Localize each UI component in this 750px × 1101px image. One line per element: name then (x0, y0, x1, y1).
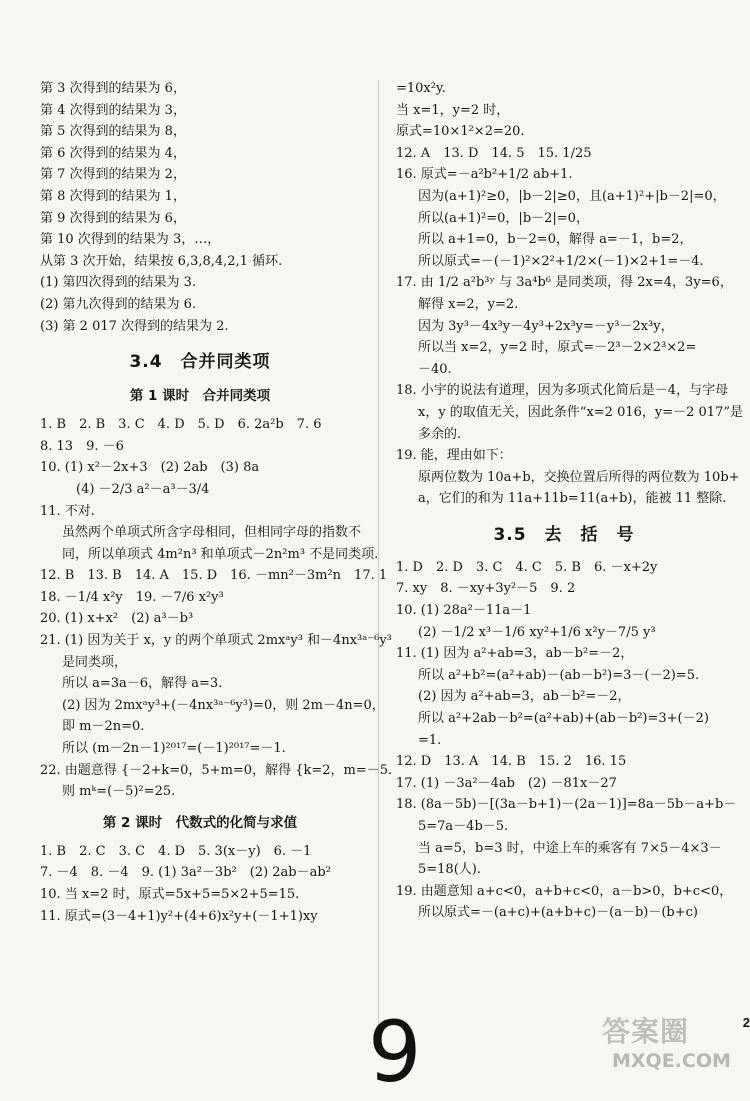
answer-line: 17. (1) －3a²－4ab (2) －81x－27 (396, 775, 617, 791)
answer-line: 所以原式=－(－1)²×2²+1/2×(－1)×2+1=－4. (418, 253, 704, 269)
answer-line: 所以 a²+b²=(a²+ab)－(ab－b²)=3－(－2)=5. (418, 667, 700, 683)
answer-line: 是同类项， (62, 654, 128, 670)
answer-line: (3) 第 2 017 次得到的结果为 2. (40, 318, 229, 334)
left-column (40, 78, 393, 927)
answer-line: (2) 第九次得到的结果为 6. (40, 296, 197, 312)
answer-block-12-19 (396, 143, 743, 510)
answer-block-continued (396, 78, 732, 143)
lesson-1-title: 第 1 课时 合并同类项 (129, 388, 271, 405)
answer-line: (2) －1/2 x³－1/6 xy²+1/6 x²y－7/5 y³ (418, 624, 656, 640)
lesson-1-answers (40, 414, 393, 803)
answer-line: x，y 的取值无关，因此条件“x=2 016，y=－2 017”是 (418, 404, 743, 420)
answer-block-prior (40, 78, 360, 337)
answer-line: 所以 a+1=0，b－2=0，解得 a=－1，b=2， (418, 232, 693, 248)
answer-line: 虽然两个单项式所含字母相同，但相同字母的指数不 (62, 525, 362, 541)
answer-line: 所以(a+1)²=0，|b－2|=0， (418, 210, 589, 226)
answer-line: 22. 由题意得 {－2+k=0，5+m=0，解得 {k=2，m=－5. (40, 762, 393, 778)
answer-line: a，它们的和为 11a+11b=11(a+b)，能被 11 整除. (418, 491, 727, 507)
answer-line: 11. 原式=(3－4+1)y²+(4+6)x²y+(－1+1)xy (40, 908, 318, 924)
answer-line: 则 mᵏ=(－5)²=25. (62, 784, 176, 800)
lesson-2-answers (40, 841, 360, 927)
answer-line: 1. D 2. D 3. C 4. C 5. B 6. －x+2y (396, 559, 658, 575)
answer-line: 所以 a=3a－6，解得 a=3. (62, 676, 223, 692)
answer-line: 19. 由题意知 a+c<0，a+b+c<0，a－b>0，b+c<0， (396, 883, 733, 899)
answer-line: 同，所以单项式 4m²n³ 和单项式－2n²m³ 不是同类项. (62, 546, 379, 562)
handwritten-mark: 9 (368, 1003, 422, 1101)
answer-line: 12. A 13. D 14. 5 15. 1/25 (396, 145, 592, 161)
answer-line: 从第 3 次开始，结果按 6,3,8,4,2,1 循环. (40, 253, 283, 269)
answer-line: 因为(a+1)²≥0，|b－2|≥0，且(a+1)²+|b－2|=0， (418, 188, 726, 204)
answer-line: 20. (1) x+x² (2) a³－b³ (40, 611, 194, 627)
answer-line: 12. B 13. B 14. A 15. D 16. －mn²－3m²n 17. 1 (40, 568, 388, 584)
answer-line: 10. (1) x²－2x+3 (2) 2ab (3) 8a (40, 460, 260, 476)
answer-line: 原式=10×1²×2=20. (396, 124, 525, 140)
answer-line: 5=7a－4b－5. (418, 819, 509, 834)
answer-line: 21. (1) 因为关于 x，y 的两个单项式 2mxᵃy³ 和－4nx³ᵃ⁻⁶y³ (40, 633, 392, 649)
answer-line: 11. 不对. (40, 503, 95, 519)
answer-line: 7. xy 8. －xy+3y²－5 9. 2 (396, 581, 576, 597)
answer-line: 11. (1) 因为 a²+ab=3，ab－b²=－2， (396, 646, 634, 662)
answer-line: 12. D 13. A 14. B 15. 2 16. 15 (396, 754, 627, 770)
section-title-3-5: 3.5 去 括 号 (493, 524, 635, 545)
answer-line: 7. －4 8. －4 9. (1) 3a²－3b² (2) 2ab－ab² (40, 865, 331, 881)
answer-line: 5=18(人). (418, 862, 481, 878)
answer-line: 因为 3y³－4x³y－4y³+2x³y=－y³－2x³y， (418, 318, 674, 334)
answer-line: 10. 当 x=2 时，原式=5x+5=5×2+5=15. (40, 887, 300, 902)
answer-line: 当 x=1，y=2 时， (396, 102, 510, 118)
answer-line: 第 7 次得到的结果为 2， (40, 167, 186, 183)
answer-line: 所以 a²+2ab－b²=(a²+ab)+(ab－b²)=3+(－2) (418, 711, 709, 727)
answer-line: (1) 第四次得到的结果为 3. (40, 275, 197, 291)
answer-line: (2) 因为 2mxᵃy³+(－4nx³ᵃ⁻⁶y³)=0，则 2m－4n=0， (62, 697, 385, 713)
page-number: 2 (742, 1015, 750, 1030)
lesson-2-title: 第 2 课时 代数式的化简与求值 (102, 814, 298, 831)
answer-line: －40. (418, 361, 452, 377)
answer-line: 17. 由 1/2 a²b³ʸ 与 3a⁴b⁶ 是同类项，得 2x=4，3y=6， (396, 275, 733, 291)
answer-line: 第 5 次得到的结果为 8， (40, 124, 186, 140)
answer-line: 8. 13 9. －6 (40, 438, 124, 454)
answer-line: (4) －2/3 a²－a³－3/4 (76, 481, 210, 497)
answer-line: 18. －1/4 x²y 19. －7/6 x²y³ (40, 589, 224, 605)
answer-line: 19. 能，理由如下： (396, 448, 512, 464)
answer-line: 解得 x=2，y=2. (418, 296, 519, 312)
answer-line: 所以 (m－2n－1)²⁰¹⁷=(－1)²⁰¹⁷=－1. (62, 741, 286, 757)
answer-line: 当 a=5，b=3 时，中途上车的乘客有 7×5－4×3－ (418, 840, 722, 856)
watermark-url: MXQE.COM (612, 1050, 731, 1072)
answer-line: 1. B 2. B 3. C 4. D 5. D 6. 2a²b 7. 6 (40, 417, 322, 433)
answer-line: 1. B 2. C 3. C 4. D 5. 3(x－y) 6. －1 (40, 843, 312, 859)
answer-line: 所以当 x=2，y=2 时，原式=－2³－2×2³×2= (418, 340, 697, 356)
answer-line: =1. (418, 732, 442, 748)
answer-line: 第 8 次得到的结果为 1， (40, 188, 186, 204)
answer-line: 原两位数为 10a+b，交换位置后所得的两位数为 10b+ (418, 469, 740, 485)
answer-line: 第 3 次得到的结果为 6， (40, 81, 186, 96)
section-3-5-answers (396, 557, 737, 924)
answer-line: (2) 因为 a²+ab=3，ab－b²=－2， (418, 689, 631, 705)
answer-line: 18. 小宇的说法有道理，因为多项式化简后是－4，与字母 (396, 383, 729, 399)
answer-line: =10x²y. (396, 81, 446, 96)
answer-line: 即 m－2n=0. (62, 719, 145, 735)
answer-line: 16. 原式=－a²b²+1/2 ab+1. (396, 167, 573, 183)
section-title-3-4: 3.4 合并同类项 (129, 352, 271, 373)
right-column (396, 78, 743, 924)
answer-line: 第 9 次得到的结果为 6， (40, 210, 186, 226)
answer-line: 多余的. (418, 426, 462, 442)
answer-line: 18. (8a－5b)－[(3a－b+1)－(2a－1)]=8a－5b－a+b－ (396, 797, 737, 813)
answer-line: 10. (1) 28a²－11a－1 (396, 603, 532, 619)
answer-line: 第 10 次得到的结果为 3，…， (40, 232, 221, 248)
watermark-logo: 答案圈 (602, 1015, 690, 1048)
answer-line: 第 6 次得到的结果为 4， (40, 145, 186, 161)
answer-line: 所以原式=－(a+c)+(a+b+c)－(a－b)－(b+c) (418, 905, 698, 921)
answer-line: 第 4 次得到的结果为 3， (40, 102, 186, 118)
